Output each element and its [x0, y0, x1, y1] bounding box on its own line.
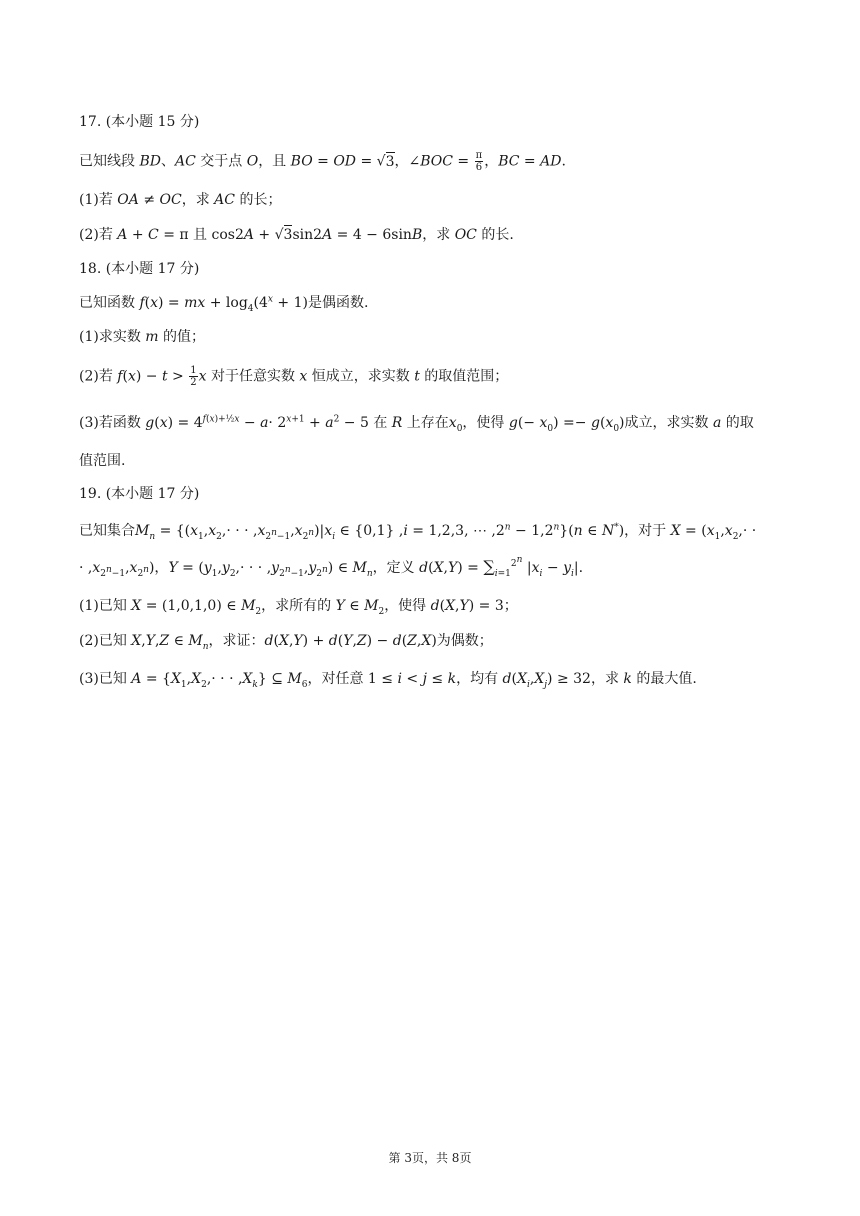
- problem-17-part-1: (1)若 OA ≠ OC，求 AC 的长；: [79, 192, 282, 208]
- problem-19-part-1: (1)已知 X = (1,0,1,0) ∈ $M_2$，求所有的 Y ∈ $M_2$，使得 d(X,Y) = 3；: [79, 598, 518, 617]
- problem-17-header: 17. (本小题 15 分): [79, 114, 200, 130]
- problem-17-part-2: (2)若 A + C = π 且 cos2A + √3sin2A = 4 − 6sinB，求 OC 的长.: [79, 227, 514, 243]
- problem-18-part-3-cont: 值范围.: [79, 453, 126, 469]
- problem-19-stem-line-2: · $,x_{2^n-1},x_{2^n}$)，$Y = (y_1,y_2,\cdot$ · · $,y_{2^n-1},y_{2^n}$) ∈ $M_n$，定义 $d(X,Y) = \sum_{i=1}^{2^n}$ $|x_i - y_i|$.: [79, 555, 584, 579]
- problem-19-part-3: (3)已知 $A = \{X_1,X_2,\cdot$ · · $,X_k$} ⊆ $M_6$，对任意 1 ≤ i < j ≤ k，均有 $d(X_i,X_j) \ge 32$，求 k 的最大值.: [79, 671, 697, 690]
- problem-17-stem: 已知线段 BD、AC 交于点 O，且 BO = OD = √3，∠BOC = $\frac{\pi}{6}$ ，BC = AD.: [79, 150, 566, 173]
- problem-19-stem-line-1: 已知集合$M_n = \{(x_1,x_2,\cdot$ · · $,x_{2^n-1},x_{2^n})|x_i$ ∈ {0,1} ,i = 1,2,3, ⋯ $,2^n - 1,2^n\}(n$ ∈ N*)，对于 $X = (x_1,x_2,\cdot$ ·: [79, 522, 757, 542]
- problem-18-header: 18. (本小题 17 分): [79, 261, 200, 277]
- page-footer: 第 3页，共 8页: [388, 1151, 472, 1165]
- problem-18-part-1: (1)求实数 m 的值；: [79, 329, 206, 345]
- problem-18-stem: 已知函数 f(x) = mx + $\log_4(4^x + 1)$是偶函数.: [79, 294, 369, 314]
- problem-19-header: 19. (本小题 17 分): [79, 486, 200, 502]
- problem-18-part-3: (3)若函数 $g(x) = 4^{f(x)+\frac{1}{2}x} - a\cdot 2^{x+1} + a^2 - 5$ 在 R 上存在$x_0$，使得 $g(- x_0) =- g(x_0)$成立，求实数 a 的取: [79, 414, 754, 434]
- problem-18-part-2: (2)若 f(x) − t > $\frac{1}{2}$ x 对于任意实数 x 恒成立，求实数 t 的取值范围；: [79, 365, 509, 388]
- problem-19-part-2: (2)已知 X,Y,Z ∈ $M_n$，求证：d(X,Y) + d(Y,Z) − d(Z,X)为偶数；: [79, 633, 493, 652]
